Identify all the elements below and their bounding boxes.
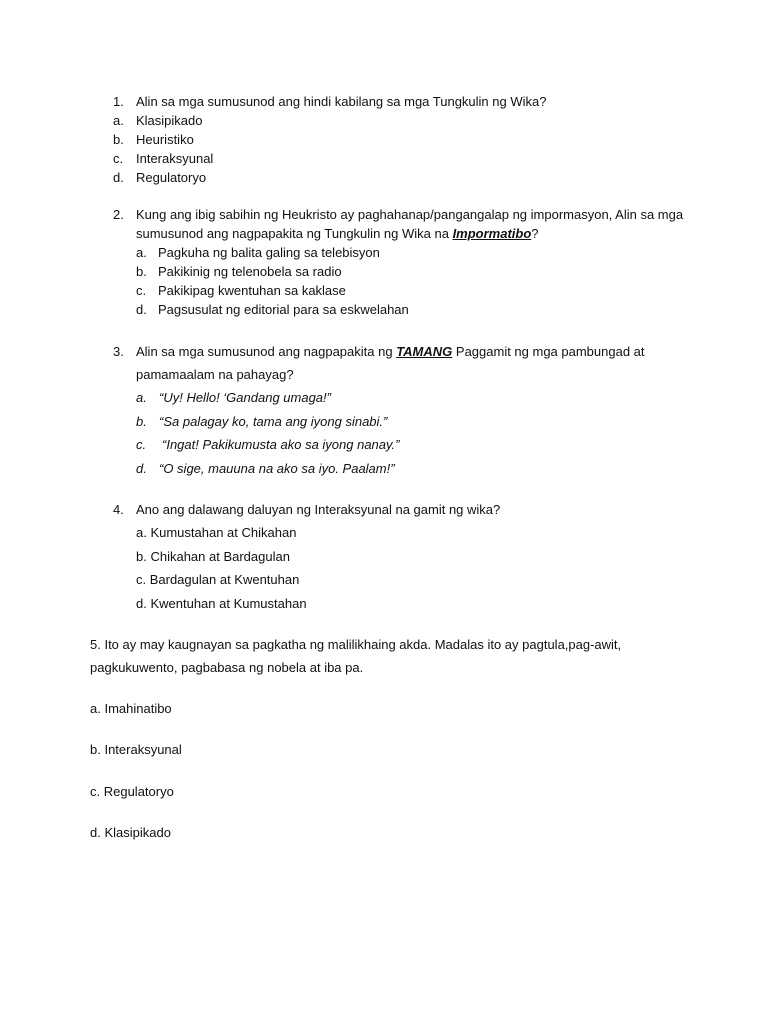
q2-choice-a-letter: a. (136, 245, 147, 260)
q1-choice-a: Klasipikado (136, 113, 203, 128)
q3-choice-d: “O sige, mauuna na ako sa iyo. Paalam!” (159, 461, 395, 476)
q3-choice-a-letter: a. (136, 390, 147, 405)
q4-number: 4. (113, 502, 124, 517)
q3-choice-c-letter: c. (136, 437, 147, 452)
q3-number: 3. (113, 344, 124, 359)
q3-emphasis-tamang: TAMANG (396, 344, 453, 359)
q1-choice-a-letter: a. (113, 113, 124, 128)
q3-text-line1-pre: Alin sa mga sumusunod ang nagpapakita ng (136, 344, 397, 359)
q5-text-line1: 5. Ito ay may kaugnayan sa pagkatha ng malilikhaing akda. Madalas ito ay pagtula,pag-awit, (90, 637, 622, 652)
q1-choice-c: Interaksyunal (136, 151, 214, 166)
q3-text-line2: pamamaalam na pahayag? (136, 367, 294, 382)
q3-choice-d-letter: d. (136, 461, 147, 476)
q4-choice-d: d. Kwentuhan at Kumustahan (136, 596, 307, 611)
q1-number: 1. (113, 94, 124, 109)
q4-choice-a: a. Kumustahan at Chikahan (136, 525, 297, 540)
q3-choice-b-letter: b. (136, 414, 147, 429)
q2-choice-b-letter: b. (136, 264, 147, 279)
q1-choice-d: Regulatoryo (136, 170, 207, 185)
q2-number: 2. (113, 207, 124, 222)
q2-choice-c: Pakikipag kwentuhan sa kaklase (158, 283, 346, 298)
q2-choice-c-letter: c. (136, 283, 147, 298)
q4-text: Ano ang dalawang daluyan ng Interaksyunal na gamit ng wika? (136, 502, 501, 517)
q5-choice-a: a. Imahinatibo (90, 701, 172, 716)
q1-choice-c-letter: c. (113, 151, 124, 166)
q5-choice-d: d. Klasipikado (90, 825, 171, 840)
q2-choice-d: Pagsusulat ng editorial para sa eskwelahan (158, 302, 409, 317)
q2-choice-d-letter: d. (136, 302, 147, 317)
q3-text-line1-post: Paggamit ng mga pambungad at (452, 344, 645, 359)
q4-choice-b: b. Chikahan at Bardagulan (136, 549, 290, 564)
q1-choice-b: Heuristiko (136, 132, 194, 147)
q3-choice-b: “Sa palagay ko, tama ang iyong sinabi.” (159, 414, 388, 429)
q1-text: Alin sa mga sumusunod ang hindi kabilang sa mga Tungkulin ng Wika? (136, 94, 547, 109)
q5-choice-b: b. Interaksyunal (90, 742, 182, 757)
q3-choice-c: “Ingat! Pakikumusta ako sa iyong nanay.” (162, 437, 400, 452)
q5-text-line2: pagkukuwento, pagbabasa ng nobela at iba pa. (90, 660, 364, 675)
q2-choice-a: Pagkuha ng balita galing sa telebisyon (158, 245, 380, 260)
q1-choice-b-letter: b. (113, 132, 124, 147)
q2-choice-b: Pakikinig ng telenobela sa radio (158, 264, 342, 279)
q4-choice-c: c. Bardagulan at Kwentuhan (136, 572, 300, 587)
q2-text-line2-post: ? (531, 226, 539, 241)
q1-choice-d-letter: d. (113, 170, 124, 185)
q3-choice-a: “Uy! Hello! ‘Gandang umaga!” (159, 390, 331, 405)
q2-text-line2-pre: sumusunod ang nagpapakita ng Tungkulin ng Wika na (136, 226, 453, 241)
q2-text-line1: Kung ang ibig sabihin ng Heukristo ay paghahanap/pangangalap ng impormasyon, Alin sa mga (136, 207, 684, 222)
q3-text-line1 (136, 344, 645, 360)
q2-emphasis-impormatibo: Impormatibo (452, 226, 532, 241)
q5-choice-c: c. Regulatoryo (90, 784, 174, 799)
q2-text-line2 (136, 226, 539, 242)
